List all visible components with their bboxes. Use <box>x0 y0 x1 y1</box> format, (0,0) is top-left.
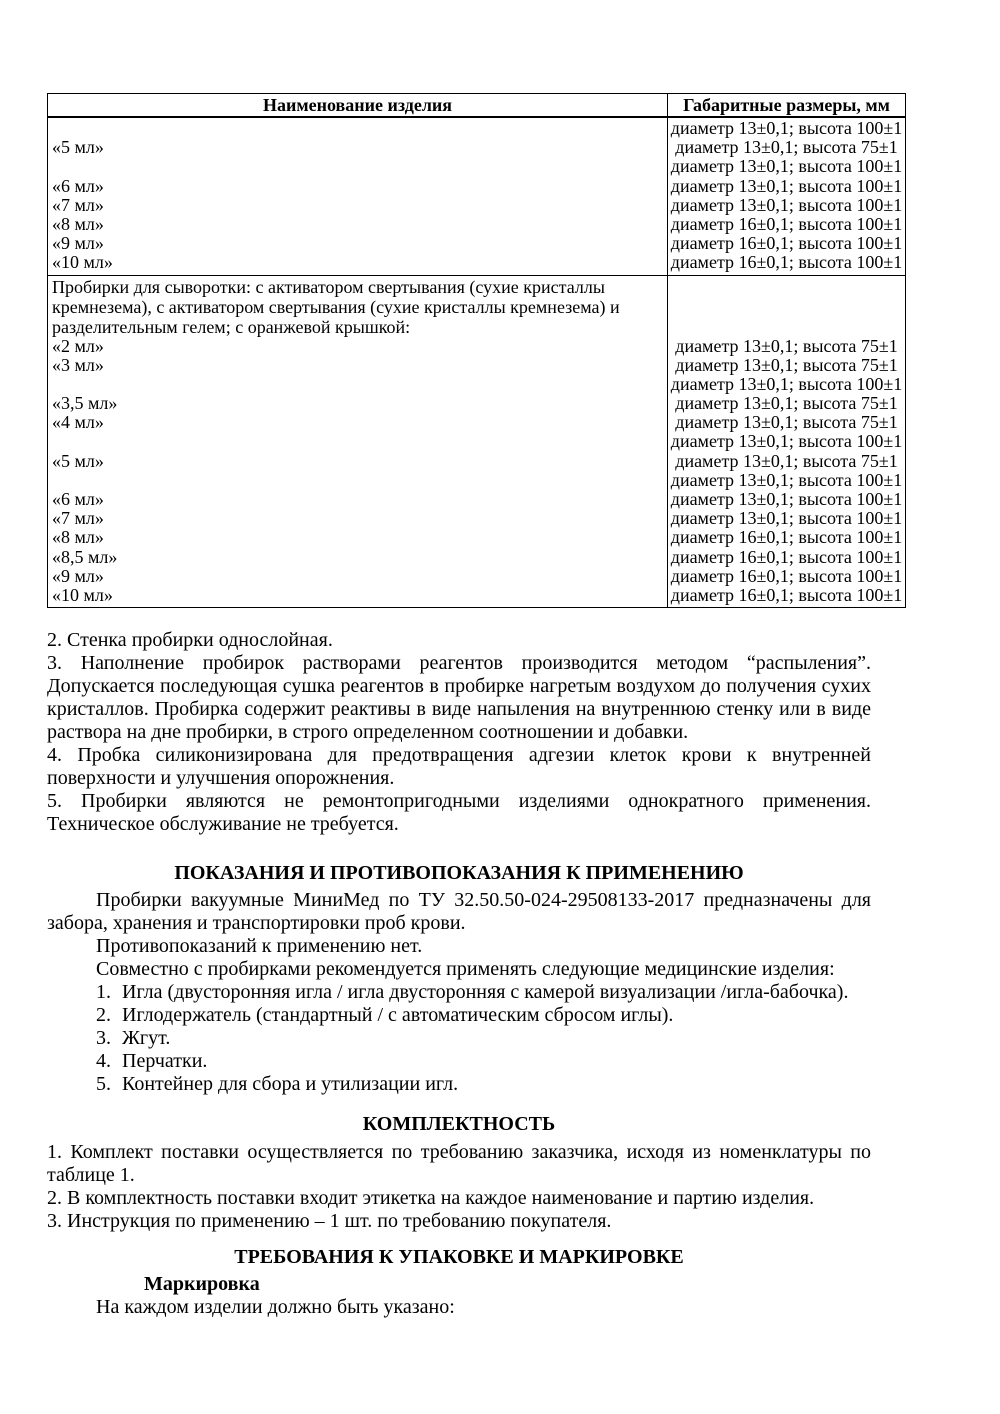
list-item-needle <box>96 981 871 1004</box>
list-item-container <box>96 1073 871 1096</box>
marking-paragraph: На каждом изделии должно быть указано: <box>96 1296 455 1318</box>
product-dimension: диаметр 13±0,1; высота 100±1 <box>670 431 903 452</box>
product-dimension: диаметр 13±0,1; высота 100±1 <box>670 469 903 490</box>
paragraph-3: 3. Наполнение пробирок растворами реагентов производится методом “распыления”. Допускается последующая сушка реагентов в пробирке нагретым воздухом до получения сухих кристаллов. Пробирка содержит реактивы в виде напыления на внутреннюю стенку или в виде раствора на дне пробирки, в строго определенном соотношении и добавки. <box>47 652 871 743</box>
product-dimensions-column <box>668 118 905 275</box>
product-name: «9 мл» <box>52 565 104 586</box>
product-name: «10 мл» <box>52 252 113 273</box>
product-name: «4 мл» <box>52 412 104 433</box>
product-dimension: диаметр 13±0,1; высота 75±1 <box>675 412 898 433</box>
list-item-text: Контейнер для сбора и утилизации игл. <box>122 1073 459 1095</box>
indications-paragraph-3: Совместно с пробирками рекомендуется применять следующие медицинские изделия: <box>96 958 835 980</box>
subheading-marking: Маркировка <box>144 1273 260 1295</box>
product-name: «6 мл» <box>52 489 104 509</box>
heading-indications: ПОКАЗАНИЯ И ПРОТИВОПОКАЗАНИЯ К ПРИМЕНЕНИЮ <box>174 862 744 884</box>
product-dimension: диаметр 13±0,1; высота 75±1 <box>675 393 898 414</box>
serum-tubes-description: Пробирки для сыворотки: с активатором свертывания (сухие кристаллы кремнезема), с активатором свертывания (сухие кристаллы кремнезема) и разделительным гелем; с оранжевой крышкой: <box>52 276 620 337</box>
product-dimension: диаметр 13±0,1; высота 100±1 <box>670 156 903 177</box>
product-dimension: диаметр 13±0,1; высота 75±1 <box>675 354 898 375</box>
product-dimensions-column <box>668 276 905 608</box>
product-name: «8 мл» <box>52 527 104 548</box>
heading-completeness: КОМПЛЕКТНОСТЬ <box>362 1113 556 1135</box>
table-header-product-name: Наименование изделия <box>48 94 668 116</box>
table-header-row <box>48 94 905 118</box>
list-item-text: Игла (двусторонняя игла / игла двусторонняя с камерой визуализации /игла-бабочка). <box>122 981 849 1003</box>
product-name <box>52 375 667 394</box>
product-dimension: диаметр 16±0,1; высота 100±1 <box>670 233 903 254</box>
product-dimension: диаметр 13±0,1; высота 100±1 <box>670 489 903 509</box>
table-section-serum-tubes <box>48 275 905 608</box>
list-item-needle-holder <box>96 1004 871 1027</box>
product-name: «3 мл» <box>52 354 104 375</box>
product-name: «7 мл» <box>52 194 104 215</box>
product-dimension: диаметр 16±0,1; высота 100±1 <box>670 213 903 234</box>
list-item-number: 2. <box>96 1004 111 1026</box>
product-name: «6 мл» <box>52 175 104 196</box>
product-name: «3,5 мл» <box>52 393 118 414</box>
product-name: «5 мл» <box>52 137 104 158</box>
product-name: «8,5 мл» <box>52 546 118 567</box>
product-dimension: диаметр 13±0,1; высота 75±1 <box>675 335 898 356</box>
product-dimension: диаметр 16±0,1; высота 100±1 <box>670 546 903 567</box>
description-paragraphs <box>47 629 871 836</box>
list-item-tourniquet <box>96 1027 871 1050</box>
product-name <box>52 157 667 176</box>
indications-paragraph-1: Пробирки вакуумные МиниМед по ТУ 32.50.50-024-29508133-2017 предназначены для забора, хранения и транспортировки проб крови. <box>47 889 871 934</box>
product-dimension: диаметр 16±0,1; высота 100±1 <box>670 252 903 273</box>
products-table <box>47 93 906 608</box>
list-item-number: 1. <box>96 981 111 1003</box>
product-name: «9 мл» <box>52 233 104 254</box>
product-name <box>52 119 667 138</box>
indications-section <box>47 889 871 1096</box>
product-dimension: диаметр 16±0,1; высота 100±1 <box>670 565 903 586</box>
product-dimension: диаметр 13±0,1; высота 100±1 <box>670 118 903 138</box>
product-name-column <box>48 118 668 275</box>
product-name: «5 мл» <box>52 450 104 471</box>
completeness-item-1: 1. Комплект поставки осуществляется по требованию заказчика, исходя из номенклатуры по таблице 1. <box>47 1141 871 1186</box>
product-dimension: диаметр 13±0,1; высота 75±1 <box>675 137 898 158</box>
product-name <box>52 432 667 451</box>
list-item-number: 3. <box>96 1027 111 1049</box>
table-header-dimensions: Габаритные размеры, мм <box>683 95 890 115</box>
list-item-gloves <box>96 1050 871 1073</box>
completeness-item-3: 3. Инструкция по применению – 1 шт. по требованию покупателя. <box>47 1210 612 1232</box>
product-name: «10 мл» <box>52 584 113 605</box>
product-dimension: диаметр 13±0,1; высота 100±1 <box>670 175 903 196</box>
dimensions-spacer <box>668 277 905 337</box>
completeness-section <box>47 1141 871 1233</box>
product-name: «7 мл» <box>52 508 104 529</box>
product-dimension: диаметр 13±0,1; высота 75±1 <box>675 450 898 471</box>
paragraph-4: 4. Пробка силиконизирована для предотвращения адгезии клеток крови к внутренней поверхности и улучшения опорожнения. <box>47 744 871 789</box>
product-name-column <box>48 276 668 608</box>
product-dimension: диаметр 13±0,1; высота 100±1 <box>670 508 903 529</box>
product-dimension: диаметр 13±0,1; высота 100±1 <box>670 194 903 215</box>
table-section-plain-tubes <box>48 118 905 275</box>
list-item-text: Жгут. <box>122 1027 171 1049</box>
list-item-text: Иглодержатель (стандартный / с автоматическим сбросом иглы). <box>122 1004 674 1026</box>
heading-packaging-marking: ТРЕБОВАНИЯ К УПАКОВКЕ И МАРКИРОВКЕ <box>234 1246 684 1268</box>
product-name: «2 мл» <box>52 335 104 356</box>
list-item-text: Перчатки. <box>122 1050 208 1072</box>
list-item-number: 4. <box>96 1050 111 1072</box>
product-name <box>52 471 667 490</box>
paragraph-2: 2. Стенка пробирки однослойная. <box>47 629 333 651</box>
list-item-number: 5. <box>96 1073 111 1095</box>
completeness-item-2: 2. В комплектность поставки входит этикетка на каждое наименование и партию изделия. <box>47 1187 815 1209</box>
product-dimension: диаметр 13±0,1; высота 100±1 <box>670 373 903 394</box>
product-dimension: диаметр 16±0,1; высота 100±1 <box>670 584 903 605</box>
product-dimension: диаметр 16±0,1; высота 100±1 <box>670 527 903 548</box>
indications-paragraph-2: Противопоказаний к применению нет. <box>96 935 423 957</box>
product-name: «8 мл» <box>52 213 104 234</box>
paragraph-5: 5. Пробирки являются не ремонтопригодными изделиями однократного применения. Техническое обслуживание не требуется. <box>47 790 871 835</box>
marking-section <box>47 1296 871 1319</box>
